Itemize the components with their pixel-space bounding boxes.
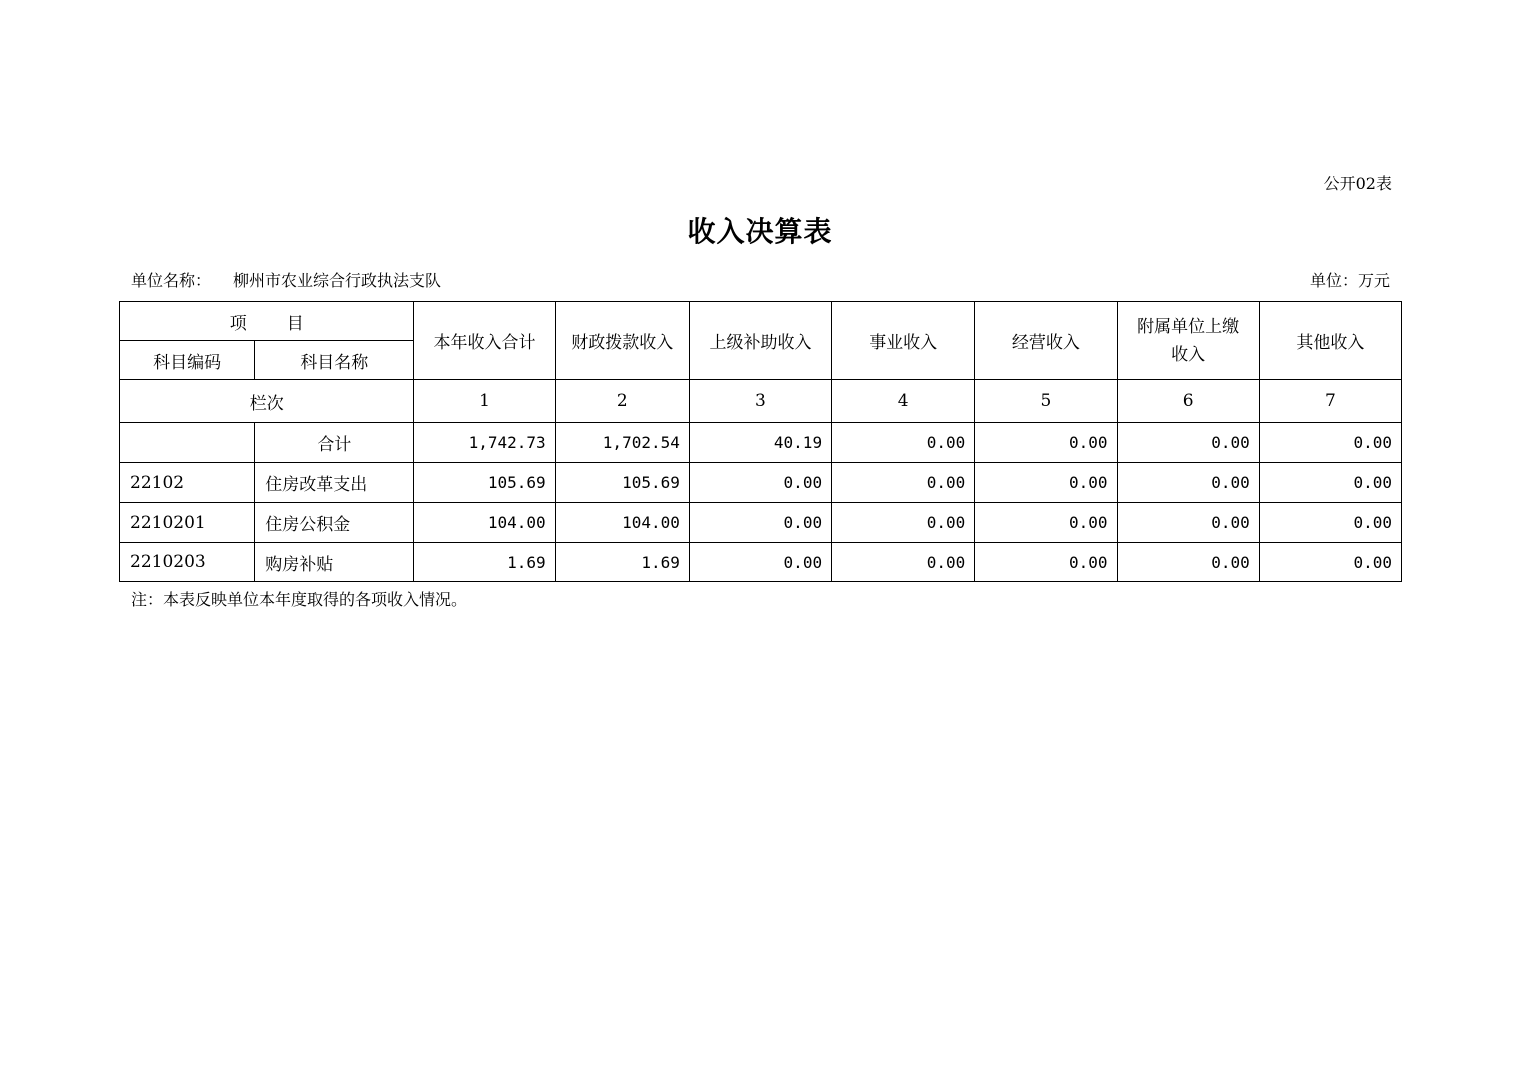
currency-unit: 单位：万元 (1309, 271, 1390, 290)
cell-undertaking-income: 0.00 (832, 423, 975, 463)
row-code: 2210203 (120, 543, 255, 582)
unit-name-line (131, 268, 441, 291)
table-row (120, 503, 1402, 543)
cell-operating-income: 0.00 (975, 503, 1117, 543)
unit-name: 柳州市农业综合行政执法支队 (233, 271, 442, 290)
header-item-group: 项 目 (120, 302, 414, 341)
header-subject-name: 科目名称 (255, 341, 414, 380)
header-subject-code: 科目编码 (120, 341, 255, 380)
column-index-7: 7 (1259, 380, 1401, 423)
cell-superior-subsidy: 0.00 (689, 463, 831, 503)
header-superior-subsidy: 上级补助收入 (689, 302, 831, 380)
table-row-total (120, 423, 1402, 463)
cell-total-income: 104.00 (414, 503, 555, 543)
unit-name-label: 单位名称： (131, 271, 212, 290)
header-fiscal-appropriation: 财政拨款收入 (555, 302, 689, 380)
cell-other-income: 0.00 (1259, 423, 1401, 463)
cell-fiscal-appropriation: 105.69 (555, 463, 689, 503)
cell-operating-income: 0.00 (975, 543, 1117, 582)
column-index-row (120, 380, 1402, 423)
row-code: 2210201 (120, 503, 255, 543)
row-name: 合计 (255, 423, 414, 463)
column-index-5: 5 (975, 380, 1117, 423)
row-code (120, 423, 255, 463)
cell-operating-income: 0.00 (975, 423, 1117, 463)
column-index-1: 1 (414, 380, 555, 423)
cell-other-income: 0.00 (1259, 543, 1401, 582)
row-name: 住房改革支出 (255, 463, 414, 503)
income-settlement-table (119, 301, 1402, 582)
cell-superior-subsidy: 0.00 (689, 503, 831, 543)
column-index-3: 3 (689, 380, 831, 423)
cell-undertaking-income: 0.00 (832, 543, 975, 582)
cell-total-income: 1,742.73 (414, 423, 555, 463)
form-code: 公开02表 (1323, 174, 1392, 193)
column-index-2: 2 (555, 380, 689, 423)
cell-other-income: 0.00 (1259, 503, 1401, 543)
cell-total-income: 1.69 (414, 543, 555, 582)
cell-fiscal-appropriation: 104.00 (555, 503, 689, 543)
column-index-6: 6 (1117, 380, 1259, 423)
page-title: 收入决算表 (687, 215, 833, 248)
cell-affiliated-unit-income: 0.00 (1117, 423, 1259, 463)
row-code: 22102 (120, 463, 255, 503)
row-name: 购房补贴 (255, 543, 414, 582)
header-total-income: 本年收入合计 (414, 302, 555, 380)
cell-fiscal-appropriation: 1.69 (555, 543, 689, 582)
table-row (120, 463, 1402, 503)
header-row-1 (120, 302, 1402, 341)
column-index-4: 4 (832, 380, 975, 423)
row-name: 住房公积金 (255, 503, 414, 543)
cell-other-income: 0.00 (1259, 463, 1401, 503)
header-other-income: 其他收入 (1259, 302, 1401, 380)
cell-operating-income: 0.00 (975, 463, 1117, 503)
table-row (120, 543, 1402, 582)
cell-fiscal-appropriation: 1,702.54 (555, 423, 689, 463)
header-affiliated-unit-income: 附属单位上缴 收入 (1117, 302, 1259, 380)
cell-undertaking-income: 0.00 (832, 503, 975, 543)
header-undertaking-income: 事业收入 (832, 302, 975, 380)
cell-superior-subsidy: 40.19 (689, 423, 831, 463)
cell-total-income: 105.69 (414, 463, 555, 503)
cell-affiliated-unit-income: 0.00 (1117, 543, 1259, 582)
header-operating-income: 经营收入 (975, 302, 1117, 380)
cell-affiliated-unit-income: 0.00 (1117, 463, 1259, 503)
footnote: 注：本表反映单位本年度取得的各项收入情况。 (131, 590, 468, 609)
column-index-label: 栏次 (120, 380, 414, 423)
cell-affiliated-unit-income: 0.00 (1117, 503, 1259, 543)
cell-superior-subsidy: 0.00 (689, 543, 831, 582)
cell-undertaking-income: 0.00 (832, 463, 975, 503)
